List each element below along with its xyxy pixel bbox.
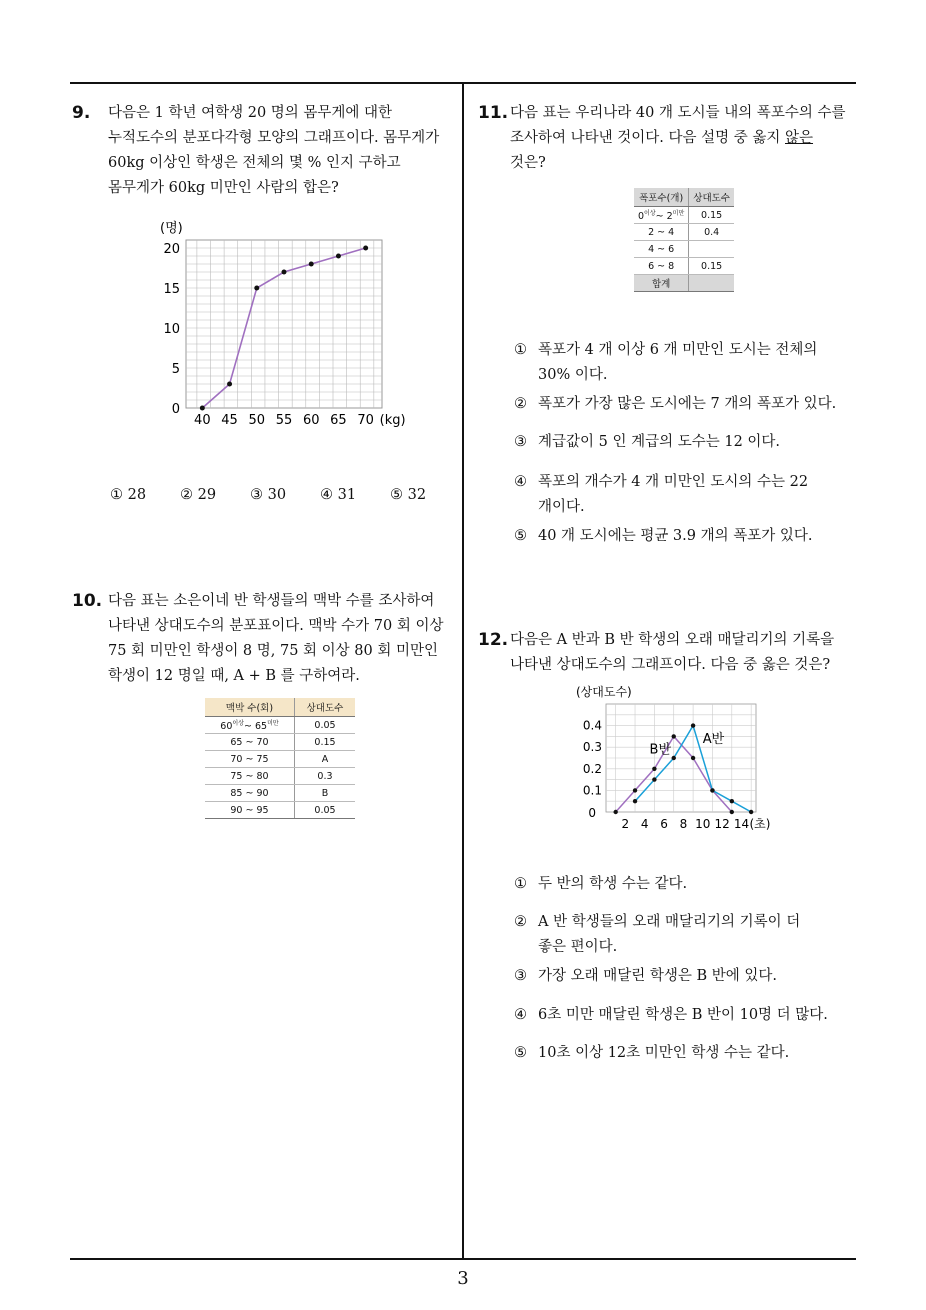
q12-option-2[interactable] <box>514 910 854 960</box>
x-tick-label: 10 <box>695 817 711 831</box>
x-tick-label: 2 <box>621 817 630 831</box>
y-tick-label: 5 <box>171 362 180 377</box>
option-line: 두 반의 학생 수는 같다. <box>538 876 688 892</box>
table-cell: 0.05 <box>294 717 355 734</box>
option-line: 6초 미만 매달린 학생은 B 반이 10명 더 많다. <box>538 1007 828 1023</box>
x-tick-label: 70 <box>357 413 374 428</box>
x-tick-label: 14 <box>733 817 750 831</box>
table-header: 폭포수(개) <box>634 188 689 207</box>
option-line: 가장 오래 매달린 학생은 B 반에 있다. <box>538 968 778 984</box>
q12-option-5[interactable] <box>514 1041 854 1066</box>
question-number: 9. <box>72 103 91 123</box>
data-point <box>200 406 205 411</box>
option-marker: ④ <box>514 1007 527 1023</box>
option-line: 10초 이상 12초 미만인 학생 수는 같다. <box>538 1045 790 1061</box>
x-tick-label: 60 <box>302 413 320 428</box>
cell-sup: 이상 <box>644 210 656 217</box>
data-point <box>633 799 637 803</box>
option-line: 개이다. <box>538 499 585 515</box>
series-label-a: A반 <box>702 731 725 747</box>
option[interactable]: ① 28 <box>110 487 147 503</box>
table-row <box>634 258 734 275</box>
table-cell: 90 ~ 95 <box>205 802 294 819</box>
table-cell: 85 ~ 90 <box>205 785 294 802</box>
data-point <box>710 788 714 792</box>
table-row <box>205 768 355 785</box>
data-point <box>652 767 656 771</box>
table-header: 상대도수 <box>689 188 734 207</box>
table-row <box>634 224 734 241</box>
data-point <box>282 270 287 275</box>
option-marker: ① <box>514 876 527 892</box>
cumulative-frequency-chart <box>150 218 410 438</box>
data-point <box>749 810 753 814</box>
x-tick-label: 12 <box>714 817 730 831</box>
y-axis-label: (상대도수) <box>576 685 632 699</box>
option-marker: ③ <box>514 968 527 984</box>
option-line: 계급값이 5 인 계급의 도수는 12 이다. <box>538 434 781 450</box>
table-cell: 75 ~ 80 <box>205 768 294 785</box>
option[interactable]: ② 29 <box>180 487 217 503</box>
column-divider <box>462 82 464 1260</box>
x-tick-label: 40 <box>194 413 211 428</box>
y-tick-label: 0.2 <box>582 761 602 776</box>
table-cell: 70 ~ 75 <box>205 751 294 768</box>
table-cell: 0.3 <box>294 768 355 785</box>
y-tick-label: 0.4 <box>582 718 602 733</box>
data-point <box>691 723 695 727</box>
origin-label: 0 <box>588 806 596 820</box>
cell-text: 0 <box>638 211 645 223</box>
x-tick-label: 45 <box>221 413 238 428</box>
data-point <box>363 246 368 251</box>
data-point <box>613 810 617 814</box>
question-line: 누적도수의 분포다각형 모양의 그래프이다. 몸무게가 <box>108 130 440 146</box>
option-marker: ② <box>514 396 527 412</box>
y-tick-label: 0.3 <box>582 740 602 755</box>
x-tick-label: 6 <box>660 817 668 831</box>
table-row <box>205 785 355 802</box>
table-row <box>205 751 355 768</box>
data-point <box>227 382 232 387</box>
data-point <box>672 756 676 760</box>
question-number: 12. <box>478 630 509 650</box>
data-point <box>254 286 259 291</box>
x-unit-label: (초) <box>749 817 771 831</box>
x-tick-label: 4 <box>640 817 649 831</box>
question-number: 11. <box>478 103 509 123</box>
data-point <box>336 254 341 259</box>
table-row <box>634 241 734 258</box>
cell-text: ~ 65 <box>243 721 268 733</box>
cell-sup: 미만 <box>267 720 279 727</box>
option-line: A 반 학생들의 오래 매달리기의 기록이 더 <box>538 914 801 930</box>
question-line: 다음 표는 우리나라 40 개 도시들 내의 폭포수의 수를 <box>510 105 846 121</box>
question-line: 나타낸 상대도수의 분포표이다. 맥박 수가 70 회 이상 <box>108 618 444 634</box>
x-tick-label: 65 <box>330 413 347 428</box>
y-tick-label: 15 <box>163 282 180 297</box>
q11-option-5[interactable] <box>514 524 854 549</box>
table-cell: 0.05 <box>294 802 355 819</box>
table-header: 맥박 수(회) <box>205 698 294 717</box>
q11-option-3[interactable] <box>514 430 854 455</box>
option[interactable]: ③ 30 <box>250 487 287 503</box>
cell-text: ~ 2 <box>655 211 673 223</box>
series-label-b: B반 <box>649 742 672 758</box>
table-row <box>634 207 734 224</box>
y-tick-label: 10 <box>163 322 180 337</box>
question-line: 다음은 1 학년 여학생 20 명의 몸무게에 대한 <box>108 105 393 121</box>
question-line <box>510 126 858 151</box>
underlined-word: 않은 <box>785 130 814 146</box>
table-row <box>205 717 355 734</box>
table-header: 상대도수 <box>294 698 355 717</box>
table-cell: 합계 <box>634 275 689 292</box>
q12-option-1[interactable] <box>514 872 854 897</box>
waterfall-frequency-table <box>634 188 734 292</box>
cell-sup: 이상 <box>232 720 244 727</box>
table-cell: A <box>294 751 355 768</box>
y-axis-label: (명) <box>160 221 183 236</box>
table-cell: 0.4 <box>689 224 734 241</box>
table-row <box>205 802 355 819</box>
data-point <box>633 788 637 792</box>
question-9 <box>72 101 457 201</box>
option-marker: ⑤ <box>514 528 527 544</box>
q11-option-2[interactable] <box>514 392 854 417</box>
option-line: 40 개 도시에는 평균 3.9 개의 폭포가 있다. <box>538 528 813 544</box>
y-tick-label: 20 <box>163 242 180 257</box>
option-line: 폭포의 개수가 4 개 미만인 도시의 수는 22 <box>538 474 809 490</box>
question-11 <box>478 101 858 176</box>
data-point <box>730 810 734 814</box>
q12-option-4[interactable] <box>514 1003 854 1028</box>
table-cell <box>689 241 734 258</box>
question-line: 다음은 A 반과 B 반 학생의 오래 매달리기의 기록을 <box>510 632 835 648</box>
table-cell: B <box>294 785 355 802</box>
option-line: 폭포가 가장 많은 도시에는 7 개의 폭포가 있다. <box>538 396 837 412</box>
table-cell <box>689 275 734 292</box>
pulse-frequency-table <box>205 698 355 819</box>
cell-sup: 미만 <box>672 210 685 217</box>
question-10 <box>72 589 457 689</box>
question-line: 것은? <box>510 155 546 171</box>
question-line: 다음 표는 소은이네 반 학생들의 맥박 수를 조사하여 <box>108 593 435 609</box>
table-cell: 2 ~ 4 <box>634 224 689 241</box>
option-marker: ③ <box>514 434 527 450</box>
question-12 <box>478 628 858 678</box>
question-line: 몸무게가 60kg 미만인 사람의 합은? <box>108 180 339 196</box>
option-line: 폭포가 4 개 이상 6 개 미만인 도시는 전체의 <box>538 342 818 358</box>
option-marker: ⑤ <box>514 1045 527 1061</box>
x-unit-label: (kg) <box>379 413 406 428</box>
table-cell: 0.15 <box>294 734 355 751</box>
table-cell: 4 ~ 6 <box>634 241 689 258</box>
q12-option-3[interactable] <box>514 964 854 989</box>
plot-area <box>186 240 382 408</box>
option[interactable]: ④ 31 <box>320 487 357 503</box>
table-total-row <box>634 275 734 292</box>
cell-text: 60 <box>220 721 233 733</box>
data-point <box>691 756 695 760</box>
option-marker: ④ <box>514 474 527 490</box>
option-marker: ② <box>514 914 527 930</box>
question-line: 나타낸 상대도수의 그래프이다. 다음 중 옳은 것은? <box>510 657 831 673</box>
y-tick-label: 0.1 <box>582 783 602 798</box>
x-tick-label: 8 <box>679 817 688 831</box>
question-line: 75 회 미만인 학생이 8 명, 75 회 이상 80 회 미만인 <box>108 643 438 659</box>
question-text: 조사하여 나타낸 것이다. 다음 설명 중 옳지 <box>510 130 785 146</box>
question-number: 10. <box>72 591 103 611</box>
question-line: 학생이 12 명일 때, A + B 를 구하여라. <box>108 668 360 684</box>
x-tick-label: 55 <box>275 413 293 428</box>
option-line: 30% 이다. <box>538 367 608 383</box>
data-point <box>652 777 656 781</box>
relative-frequency-chart <box>570 682 805 832</box>
bottom-rule <box>70 1258 856 1260</box>
data-point <box>730 799 734 803</box>
table-cell: 0.15 <box>689 258 734 275</box>
option-line: 좋은 편이다. <box>538 939 618 955</box>
data-point <box>309 262 314 267</box>
y-tick-label: 0 <box>171 402 180 417</box>
table-cell: 65 ~ 70 <box>205 734 294 751</box>
question-line: 60kg 이상인 학생은 전체의 몇 % 인지 구하고 <box>108 155 401 171</box>
option[interactable]: ⑤ 32 <box>390 487 427 503</box>
q11-option-1[interactable] <box>514 338 854 388</box>
q11-option-4[interactable] <box>514 470 854 520</box>
page-number: 3 <box>457 1268 469 1289</box>
table-row <box>205 734 355 751</box>
option-marker: ① <box>514 342 527 358</box>
data-point <box>672 734 676 738</box>
table-cell: 6 ~ 8 <box>634 258 689 275</box>
x-tick-label: 50 <box>248 413 266 428</box>
table-cell: 0.15 <box>689 207 734 224</box>
